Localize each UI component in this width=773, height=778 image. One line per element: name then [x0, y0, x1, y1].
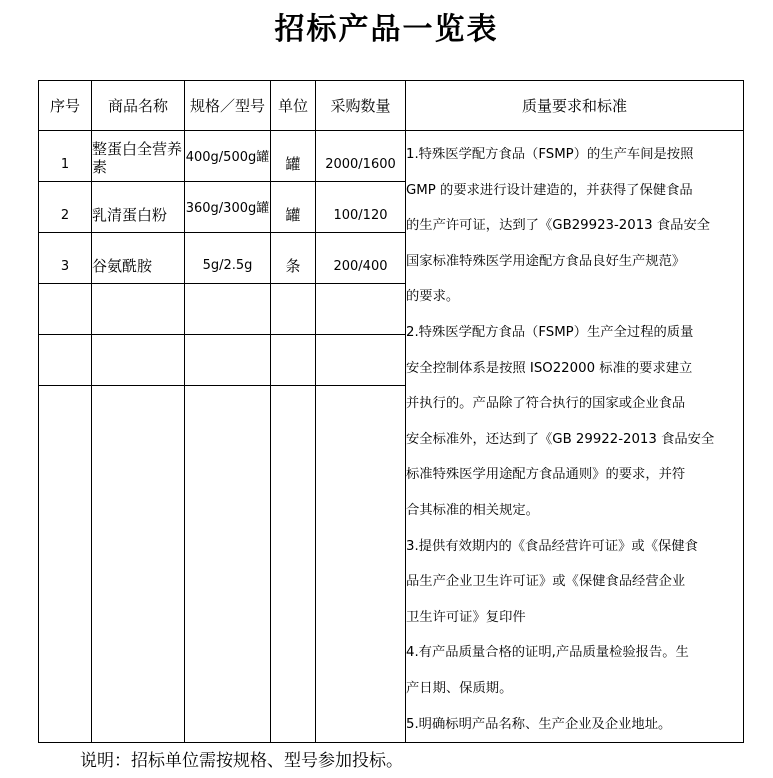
- row-spec: 360g/300g罐: [185, 201, 270, 217]
- header-qty: 采购数量: [316, 81, 406, 131]
- quality-line: 标准特殊医学用途配方食品通则》的要求，并符: [406, 467, 686, 483]
- row-spec: 5g/2.5g: [202, 258, 253, 274]
- row-unit: 条: [285, 256, 301, 275]
- row-spec: 400g/500g罐: [185, 150, 270, 166]
- row-name: 谷氨酰胺: [92, 257, 153, 276]
- header-name: 商品名称: [92, 81, 185, 131]
- quality-line: 的要求。: [406, 289, 460, 305]
- quality-requirements: [406, 131, 744, 743]
- row-unit: 罐: [285, 205, 301, 224]
- header-seq: 序号: [39, 81, 92, 131]
- row-unit: 罐: [285, 154, 301, 173]
- quality-line: 3.提供有效期内的《食品经营许可证》或《保健食: [406, 538, 698, 554]
- quality-line: 卫生许可证》复印件: [406, 609, 526, 625]
- quality-line: 4.有产品质量合格的证明,产品质量检验报告。生: [406, 645, 689, 661]
- row-name: 整蛋白全营养素: [92, 139, 183, 176]
- row-qty: 200/400: [333, 258, 388, 274]
- quality-line: GMP 的要求进行设计建造的，并获得了保健食品: [406, 182, 693, 198]
- quality-line: 1.特殊医学配方食品（FSMP）的生产车间是按照: [406, 147, 694, 162]
- quality-line: 安全标准外，还达到了《GB 29922-2013 食品安全: [406, 431, 715, 447]
- header-spec: 规格／型号: [185, 81, 271, 131]
- quality-line: 品生产企业卫生许可证》或《保健食品经营企业: [406, 574, 686, 590]
- quality-line: 的生产许可证，达到了《GB29923-2013 食品安全: [406, 218, 711, 234]
- row-seq: 1: [60, 156, 70, 172]
- table-header-row: [39, 81, 744, 131]
- quality-line: 安全控制体系是按照 ISO22000 标准的要求建立: [406, 360, 693, 376]
- row-qty: 2000/1600: [325, 156, 396, 172]
- row-seq: 3: [60, 258, 70, 274]
- footnote: 说明：招标单位需按规格、型号参加投标。: [80, 751, 403, 771]
- product-table: [38, 80, 744, 743]
- quality-line: 5.明确标明产品名称、生产企业及企业地址。: [406, 716, 672, 732]
- header-unit: 单位: [271, 81, 316, 131]
- quality-list: [406, 131, 743, 742]
- table-row: [39, 131, 744, 182]
- header-quality: 质量要求和标准: [406, 81, 744, 131]
- quality-line: 合其标准的相关规定。: [406, 502, 539, 518]
- row-seq: 2: [60, 207, 70, 223]
- quality-line: 并执行的。产品除了符合执行的国家或企业食品: [406, 396, 686, 412]
- row-qty: 100/120: [333, 207, 388, 223]
- quality-line: 2.特殊医学配方食品（FSMP）生产全过程的质量: [406, 324, 694, 340]
- quality-line: 国家标准特殊医学用途配方食品良好生产规范》: [406, 253, 686, 269]
- row-name: 乳清蛋白粉: [92, 206, 168, 225]
- page-title: 招标产品一览表: [274, 12, 499, 47]
- quality-line: 产日期、保质期。: [406, 680, 513, 696]
